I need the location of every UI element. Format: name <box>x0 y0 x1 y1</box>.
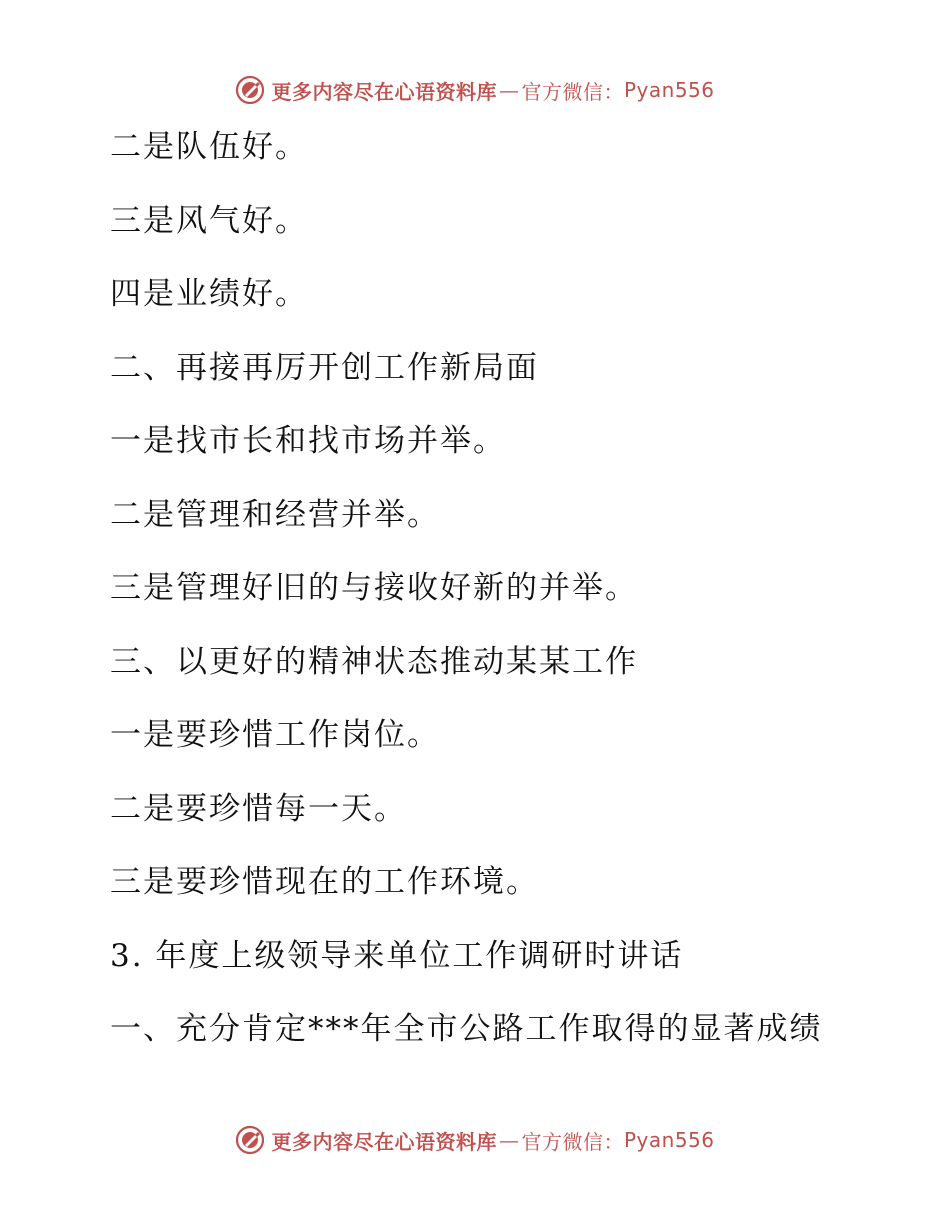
watermark-main-text: 更多内容尽在心语资料库 <box>271 79 497 104</box>
watermark-main-text: 更多内容尽在心语资料库 <box>271 1129 497 1154</box>
watermark-separator: — <box>498 1128 520 1152</box>
text-line: 四是业绩好。 <box>110 276 308 312</box>
text-line: 二是要珍惜每一天。 <box>110 790 407 827</box>
header-watermark <box>0 70 950 110</box>
section-heading: 三、以更好的精神状态推动某某工作 <box>110 643 638 680</box>
pen-seal-icon <box>235 75 265 105</box>
watermark-wechat-id: Pyan556 <box>623 1128 715 1152</box>
text-line: 三是风气好。 <box>110 202 308 239</box>
watermark-wechat-id: Pyan556 <box>623 78 715 102</box>
document-body <box>110 122 910 1078</box>
text-line: 一是要珍惜工作岗位。 <box>110 717 440 753</box>
watermark-official-label: 官方微信： <box>521 79 624 104</box>
footer-watermark <box>0 1120 950 1160</box>
text-line: 一是找市长和找市场并举。 <box>110 423 506 459</box>
document-title: 3. 年度上级领导来单位工作调研时讲话 <box>110 937 684 974</box>
watermark-separator: — <box>498 78 520 102</box>
text-line: 三是管理好旧的与接收好新的并举。 <box>110 570 638 606</box>
section-heading: 二、再接再厉开创工作新局面 <box>110 349 539 386</box>
pen-seal-icon <box>235 1125 265 1155</box>
section-heading: 一、充分肯定***年全市公路工作取得的显著成绩 <box>110 1011 823 1047</box>
text-line: 二是管理和经营并举。 <box>110 496 440 533</box>
text-line: 二是队伍好。 <box>110 129 308 165</box>
text-line: 三是要珍惜现在的工作环境。 <box>110 864 539 900</box>
watermark-official-label: 官方微信： <box>521 1129 624 1154</box>
